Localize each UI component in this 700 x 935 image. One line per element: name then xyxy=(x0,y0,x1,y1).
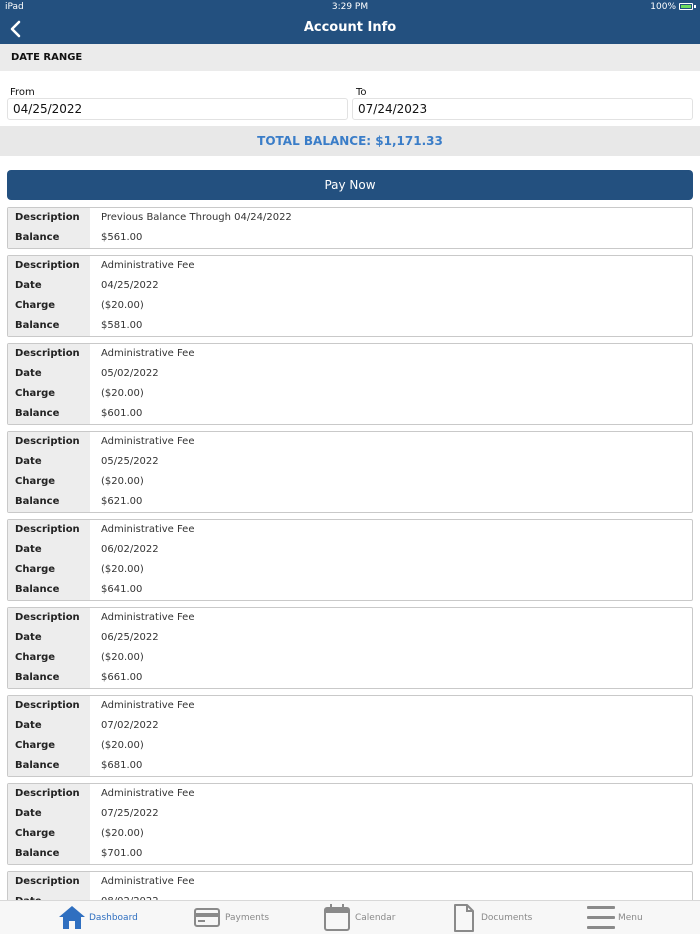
transaction-row xyxy=(8,756,692,776)
transaction-row xyxy=(8,696,692,716)
transaction-row xyxy=(8,452,692,472)
tab-documents[interactable] xyxy=(452,901,542,935)
transaction-row xyxy=(8,472,692,492)
row-value: $621.00 xyxy=(101,496,143,507)
transaction-row xyxy=(8,580,692,600)
row-value: ($20.00) xyxy=(101,828,144,839)
row-value: 05/02/2022 xyxy=(101,368,159,379)
row-value: $561.00 xyxy=(101,232,143,243)
calendar-icon xyxy=(323,903,351,931)
row-label: Balance xyxy=(8,316,90,336)
home-icon xyxy=(58,904,86,930)
transaction-row xyxy=(8,316,692,336)
row-value: ($20.00) xyxy=(101,476,144,487)
credit-card-icon xyxy=(193,904,221,930)
row-label: Description xyxy=(8,256,90,276)
transaction-card xyxy=(7,519,693,601)
row-label: Balance xyxy=(8,404,90,424)
transaction-card xyxy=(7,255,693,337)
row-value: Administrative Fee xyxy=(101,260,195,271)
transaction-row xyxy=(8,404,692,424)
tab-calendar[interactable] xyxy=(323,901,413,935)
transaction-row xyxy=(8,648,692,668)
transaction-row xyxy=(8,784,692,804)
row-label: Charge xyxy=(8,648,90,668)
row-value: 06/02/2022 xyxy=(101,544,159,555)
transaction-row xyxy=(8,668,692,688)
row-label: Date xyxy=(8,716,90,736)
tab-menu[interactable] xyxy=(586,901,666,935)
transaction-row xyxy=(8,716,692,736)
row-label: Balance xyxy=(8,668,90,688)
from-label: From xyxy=(10,87,35,98)
header xyxy=(0,0,700,44)
row-label: Date xyxy=(8,804,90,824)
row-value: 07/25/2022 xyxy=(101,808,159,819)
row-value: $641.00 xyxy=(101,584,143,595)
row-label: Date xyxy=(8,452,90,472)
transaction-row xyxy=(8,296,692,316)
row-value: Administrative Fee xyxy=(101,700,195,711)
row-value: 07/02/2022 xyxy=(101,720,159,731)
battery-icon xyxy=(679,3,693,10)
transaction-card xyxy=(7,783,693,865)
tab-bar xyxy=(0,900,700,934)
tab-calendar-label: Calendar xyxy=(355,913,396,923)
document-icon xyxy=(452,903,476,933)
transaction-row xyxy=(8,628,692,648)
row-label: Date xyxy=(8,540,90,560)
total-balance: TOTAL BALANCE: $1,171.33 xyxy=(257,134,443,148)
pay-now-button[interactable]: Pay Now xyxy=(7,170,693,200)
row-value: ($20.00) xyxy=(101,564,144,575)
row-value: Previous Balance Through 04/24/2022 xyxy=(101,212,292,223)
from-date-input[interactable] xyxy=(7,98,348,120)
row-label: Charge xyxy=(8,824,90,844)
transaction-row xyxy=(8,872,692,892)
row-value: Administrative Fee xyxy=(101,436,195,447)
transaction-row xyxy=(8,844,692,864)
row-label: Date xyxy=(8,628,90,648)
row-label: Charge xyxy=(8,296,90,316)
row-label: Charge xyxy=(8,472,90,492)
row-value: Administrative Fee xyxy=(101,788,195,799)
menu-icon xyxy=(586,903,616,933)
date-range-title: DATE RANGE xyxy=(11,52,83,63)
balance-bar xyxy=(0,126,700,156)
transaction-row xyxy=(8,492,692,512)
row-value: ($20.00) xyxy=(101,652,144,663)
to-label: To xyxy=(356,87,367,98)
row-value: 04/25/2022 xyxy=(101,280,159,291)
transaction-row xyxy=(8,432,692,452)
transaction-row xyxy=(8,276,692,296)
row-label: Balance xyxy=(8,844,90,864)
row-label: Charge xyxy=(8,736,90,756)
row-value: Administrative Fee xyxy=(101,348,195,359)
tab-dashboard-label: Dashboard xyxy=(89,913,138,923)
transaction-row xyxy=(8,608,692,628)
row-value: Administrative Fee xyxy=(101,876,195,887)
row-value: $701.00 xyxy=(101,848,143,859)
to-date-input[interactable] xyxy=(352,98,693,120)
transaction-row xyxy=(8,736,692,756)
row-value: Administrative Fee xyxy=(101,524,195,535)
row-value: 06/25/2022 xyxy=(101,632,159,643)
row-label: Description xyxy=(8,344,90,364)
row-value: $601.00 xyxy=(101,408,143,419)
row-value: $661.00 xyxy=(101,672,143,683)
row-label: Description xyxy=(8,432,90,452)
transaction-list[interactable] xyxy=(7,207,693,900)
transaction-row xyxy=(8,256,692,276)
tab-menu-label: Menu xyxy=(618,913,643,923)
transaction-card xyxy=(7,431,693,513)
row-label: Description xyxy=(8,520,90,540)
tab-payments-label: Payments xyxy=(225,913,270,923)
transaction-row xyxy=(8,384,692,404)
row-label: Description xyxy=(8,208,90,228)
transaction-row xyxy=(8,520,692,540)
transaction-row xyxy=(8,364,692,384)
device-name: iPad xyxy=(5,2,24,12)
tab-payments[interactable] xyxy=(193,901,283,935)
tab-documents-label: Documents xyxy=(481,913,533,923)
battery-level: 100% xyxy=(650,2,676,12)
transaction-row xyxy=(8,208,692,228)
transaction-card xyxy=(7,343,693,425)
transaction-row xyxy=(8,824,692,844)
row-value: Administrative Fee xyxy=(101,612,195,623)
row-value: ($20.00) xyxy=(101,300,144,311)
row-label: Charge xyxy=(8,384,90,404)
row-label: Balance xyxy=(8,228,90,248)
row-label: Balance xyxy=(8,492,90,512)
row-label: Charge xyxy=(8,560,90,580)
row-value: 05/25/2022 xyxy=(101,456,159,467)
date-range-header xyxy=(0,44,700,71)
transaction-row xyxy=(8,228,692,248)
transaction-row xyxy=(8,804,692,824)
row-label: Description xyxy=(8,608,90,628)
status-time: 3:29 PM xyxy=(331,2,369,12)
transaction-card xyxy=(7,607,693,689)
transaction-row xyxy=(8,540,692,560)
row-label: Date xyxy=(8,364,90,384)
row-label: Description xyxy=(8,872,90,892)
row-label: Description xyxy=(8,696,90,716)
transaction-card xyxy=(7,207,693,249)
status-bar xyxy=(0,0,700,14)
row-value: $581.00 xyxy=(101,320,143,331)
row-value: ($20.00) xyxy=(101,740,144,751)
transaction-card xyxy=(7,695,693,777)
page-title: Account Info xyxy=(303,20,397,35)
row-label: Balance xyxy=(8,580,90,600)
tab-dashboard[interactable] xyxy=(58,901,148,935)
row-label: Date xyxy=(8,276,90,296)
transaction-row xyxy=(8,344,692,364)
row-value: ($20.00) xyxy=(101,388,144,399)
row-label: Balance xyxy=(8,756,90,776)
row-value: $681.00 xyxy=(101,760,143,771)
transaction-row xyxy=(8,560,692,580)
row-label: Description xyxy=(8,784,90,804)
